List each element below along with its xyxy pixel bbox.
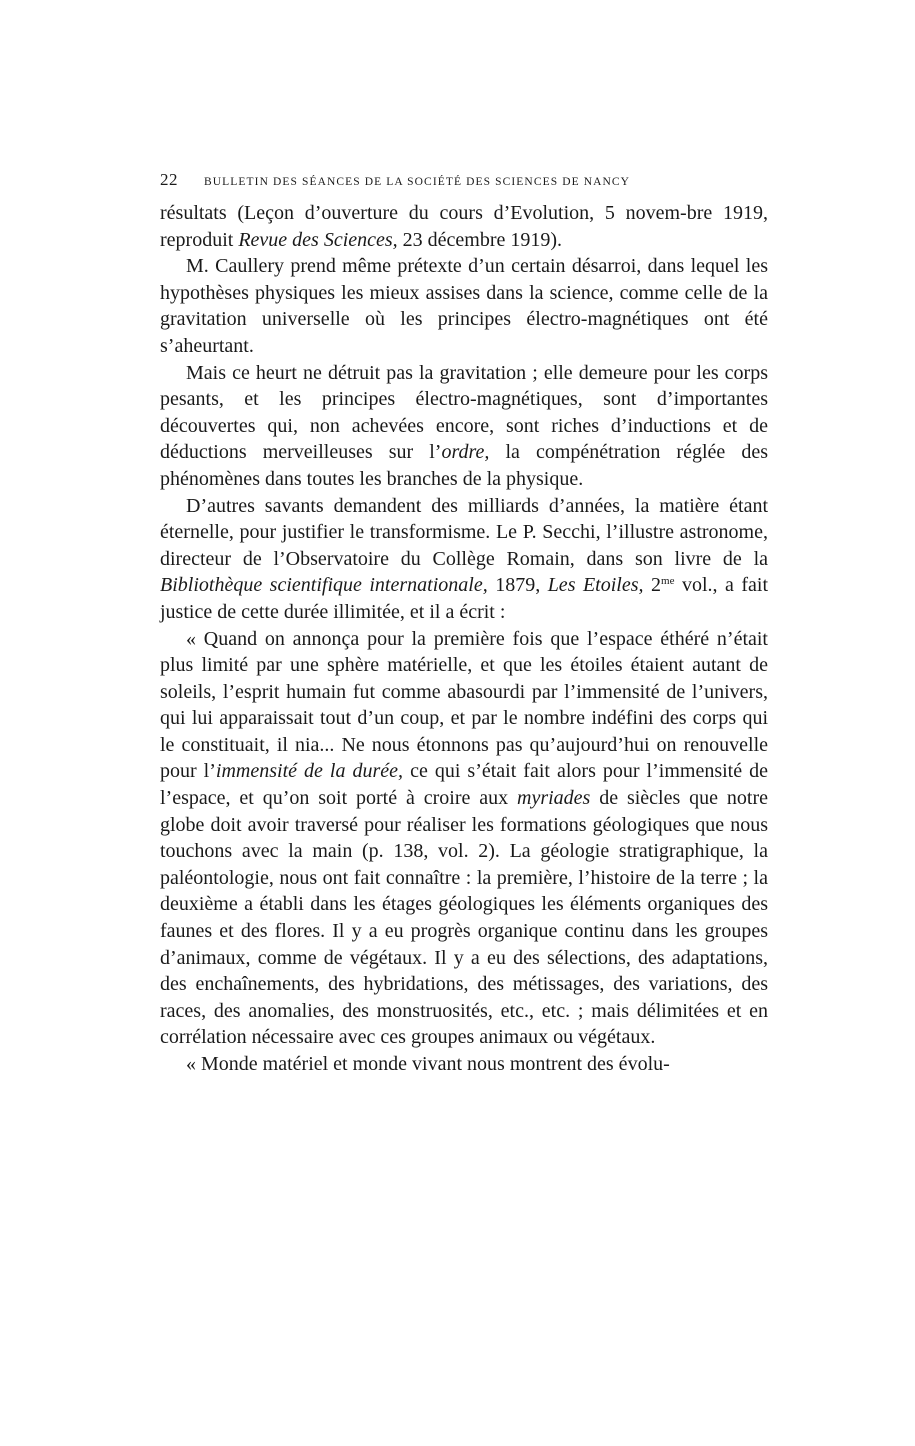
paragraph-4 xyxy=(160,493,768,626)
paragraph-4-text-f: vol., a fait justice de cette durée illimitée, et il a écrit : xyxy=(160,574,769,623)
paragraph-6: « Monde matériel et monde vivant nous montrent des évolu- xyxy=(186,1053,670,1075)
paragraph-4-text-a: D’autres savants demandent des milliards d’années, la matière étant éternelle, pour justifier le transformisme. Le P. Secchi, l’illustre astronome, directeur de l’Observatoire du Collège Romain, dans son livre de la xyxy=(160,494,768,570)
paragraph-3-text-a: Mais ce heurt ne détruit pas la gravitation ; elle demeure pour les corps pesants, et les principes électro-magnétiques, sont d’importantes découvertes qui, non achevées encore, sont riches d’inductions et de déductions merveilleuses sur l’ xyxy=(160,361,768,464)
running-header xyxy=(160,170,768,190)
paragraph-3 xyxy=(160,360,768,493)
running-header-title: BULLETIN DES SÉANCES DE LA SOCIÉTÉ DES SCIENCES DE NANCY xyxy=(204,176,631,188)
emphasis-ordre: ordre, xyxy=(441,441,490,464)
journal-title-revue-des-sciences: Revue des Sciences, xyxy=(238,228,398,251)
document-page xyxy=(160,170,768,1078)
paragraph-1-text-a: résultats (Leçon d’ouverture du cours d’Evolution, 5 novem-bre 1919, reproduit xyxy=(160,202,768,251)
paragraph-4-text-c: 1879, xyxy=(487,574,548,597)
paragraph-1 xyxy=(160,200,768,253)
paragraph-4-text-e: 2 xyxy=(643,574,662,597)
paragraph-5-text-e: de siècles que notre globe doit avoir traversé pour réaliser les formations géologiques que nous touchons avec la main (p. 138, vol. 2). La géologie stratigraphique, la paléontologie, nous ont fait connaître : la première, l’histoire de la terre ; la deuxième a établi dans les étages géologiques les éléments organiques des faunes et des flores. Il y a eu progrès organique continu dans les groupes d’animaux, comme de végétaux. Il y a eu des sélections, des adaptations, des enchaînements, des hybridations, des métissages, des variations, des races, des anomalies, des monstruosités, etc., etc. ; mais délimitées et en corrélation nécessaire avec ces groupes animaux ou végétaux. xyxy=(160,787,768,1049)
paragraph-2: M. Caullery prend même prétexte d’un certain désarroi, dans lequel les hypothèses physiques les mieux assises dans la science, comme celle de la gravitation universelle où les principes électro-magnétiques ont été s’aheurtant. xyxy=(160,255,768,357)
paragraph-5-quotation xyxy=(160,626,768,1052)
emphasis-immensite-de-la-duree: immensité de la durée, xyxy=(215,760,404,783)
volume-superscript: me xyxy=(661,575,675,588)
paragraph-3-text-c: la compénétration réglée des phénomènes dans toutes les branches de la physique. xyxy=(160,441,768,490)
paragraph-1-text-c: 23 décembre 1919). xyxy=(397,228,563,251)
book-series-title: Bibliothèque scientifique internationale, xyxy=(160,574,488,597)
body-text xyxy=(160,200,768,1078)
paragraph-5-text-a: « Quand on annonça pour la première fois que l’espace éthéré n’était plus limité par une sphère matérielle, et que les étoiles étaient autant de soleils, l’esprit humain fut comme abasourdi par l’immensité de l’univers, qui lui apparaissait tout d’un coup, et par le nombre indéfini des corps qui le constituait, il nia... Ne nous étonnons pas qu’aujourd’hui on renouvelle pour l’ xyxy=(160,627,768,783)
book-title-les-etoiles: Les Etoiles, xyxy=(547,574,644,597)
page-number: 22 xyxy=(160,170,178,189)
emphasis-myriades: myriades xyxy=(517,787,591,810)
paragraph-5-text-c: ce qui s’était fait alors pour l’immensité de l’espace, et qu’on soit porté à croire aux xyxy=(160,760,768,810)
